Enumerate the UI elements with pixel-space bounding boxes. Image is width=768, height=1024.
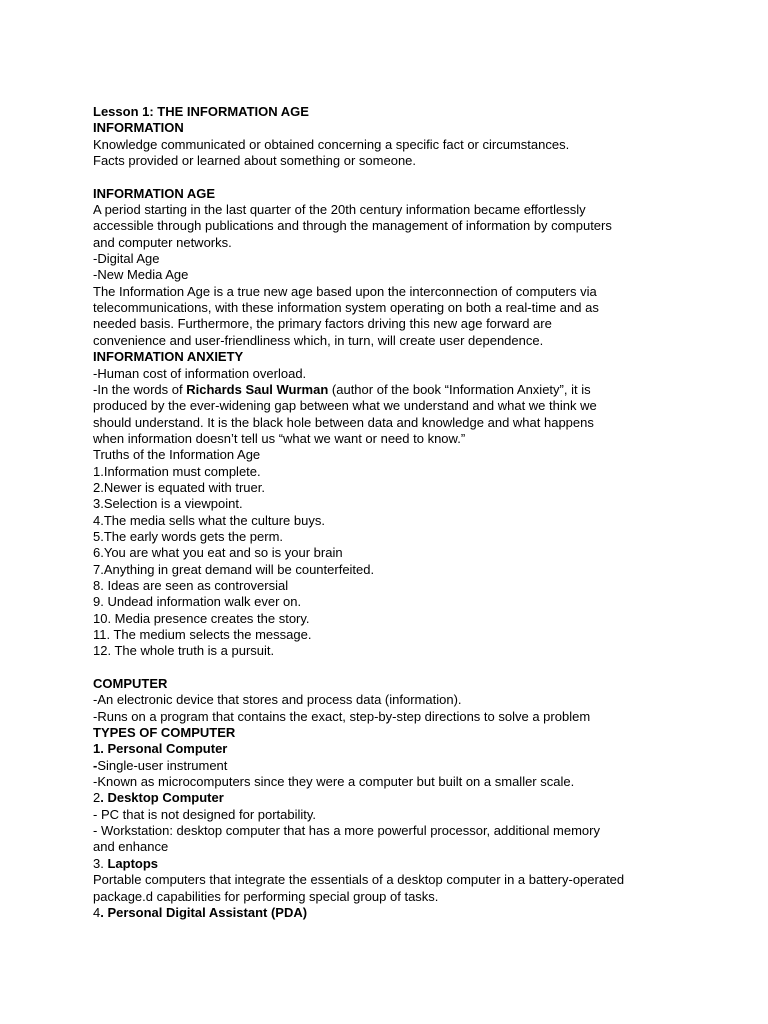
list-item: 2.Newer is equated with truer.	[93, 479, 265, 495]
text-line: convenience and user-friendliness which, in turn, will create user dependence.	[93, 332, 544, 348]
text-line: - Workstation: desktop computer that has a more powerful processor, additional memory	[93, 823, 600, 839]
list-item: 10. Media presence creates the story.	[93, 610, 310, 626]
text-line: when information doesn’t tell us “what we want or need to know.”	[93, 430, 466, 446]
text-line: -An electronic device that stores and process data (information).	[93, 692, 462, 708]
list-item: 7.Anything in great demand will be counterfeited.	[93, 561, 375, 577]
list-item: 11. The medium selects the message.	[93, 627, 312, 642]
text-line: The Information Age is a true new age based upon the interconnection of computers via	[93, 283, 597, 299]
paragraph-gap	[93, 169, 693, 185]
text-line: -Human cost of information overload.	[93, 365, 307, 381]
list-item: 5.The early words gets the perm.	[93, 528, 284, 544]
text-line: Portable computers that integrate the essentials of a desktop computer in a battery-operated	[93, 872, 625, 888]
subheading-laptops: 3. Laptops	[93, 855, 159, 871]
truths-heading: Truths of the Information Age	[93, 447, 261, 463]
text-line: A period starting in the last quarter of the 20th century information became effortlessly	[93, 202, 586, 218]
text-line: and computer networks.	[93, 234, 232, 250]
text-line: -Digital Age	[93, 251, 160, 267]
text-line: -New Media Age	[93, 267, 189, 283]
subheading-pda: 4. Personal Digital Assistant (PDA)	[93, 904, 308, 920]
subheading-personal-computer: 1. Personal Computer	[93, 741, 228, 757]
text-line: produced by the ever-widening gap between what we understand and what we think we	[93, 398, 597, 414]
text-line: -Runs on a program that contains the exact, step-by-step directions to solve a problem	[93, 708, 591, 724]
author-name: Richards Saul Wurman	[186, 381, 329, 397]
lesson-title: Lesson 1: THE INFORMATION AGE	[93, 104, 309, 119]
section-heading-information: INFORMATION	[93, 120, 184, 136]
section-heading-types: TYPES OF COMPUTER	[93, 725, 236, 741]
list-item: 12. The whole truth is a pursuit.	[93, 643, 275, 659]
text-line: package.d capabilities for performing special group of tasks.	[93, 888, 439, 904]
text-line: -Known as microcomputers since they were a computer but built on a smaller scale.	[93, 774, 575, 790]
text-line: accessible through publications and through the management of information by computers	[93, 218, 612, 234]
subheading-desktop-computer: 2. Desktop Computer	[93, 790, 224, 806]
wurman-line: -In the words of Richards Saul Wurman (author of the book “Information Anxiety”, it is	[93, 381, 591, 397]
list-item: 4.The media sells what the culture buys.	[93, 512, 325, 528]
list-item: 6.You are what you eat and so is your brain	[93, 545, 343, 561]
list-item: 1.Information must complete.	[93, 463, 261, 479]
text-line: -Single-user instrument	[93, 757, 228, 773]
text-line: Facts provided or learned about something or someone.	[93, 153, 417, 169]
list-item: 9. Undead information walk ever on.	[93, 594, 302, 610]
document-page	[93, 104, 693, 921]
text-line: should understand. It is the black hole between data and knowledge and what happens	[93, 414, 594, 430]
paragraph-gap	[93, 660, 693, 676]
text-line: and enhance	[93, 839, 169, 855]
text-line: Knowledge communicated or obtained concerning a specific fact or circumstances.	[93, 136, 570, 152]
section-heading-computer: COMPUTER	[93, 676, 168, 692]
list-item: 3.Selection is a viewpoint.	[93, 496, 243, 512]
section-heading-information-anxiety: INFORMATION ANXIETY	[93, 349, 244, 365]
text-line: telecommunications, with these information system operating on both a real-time and as	[93, 300, 599, 316]
text-line: - PC that is not designed for portability.	[93, 806, 317, 822]
section-heading-information-age: INFORMATION AGE	[93, 185, 216, 201]
text-line: needed basis. Furthermore, the primary factors driving this new age forward are	[93, 316, 552, 332]
list-item: 8. Ideas are seen as controversial	[93, 577, 289, 593]
